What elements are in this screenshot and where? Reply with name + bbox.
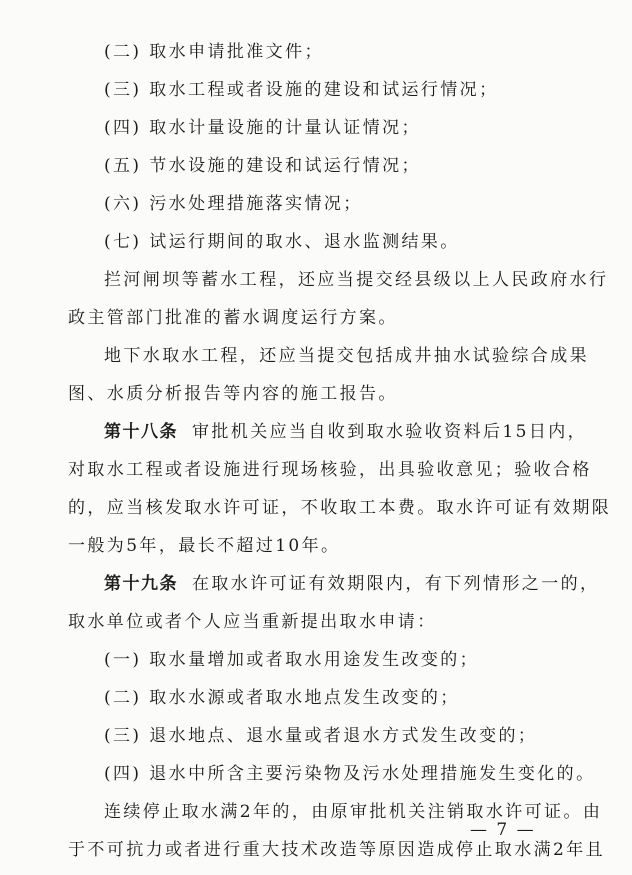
paragraph-line: 取水单位或者个人应当重新提出取水申请： [68,612,437,632]
list-item: (六) 污水处理措施落实情况； [104,194,363,214]
article-18-line: 第十八条 审批机关应当自收到取水验收资料后15日内， [104,422,588,442]
list-item: (三) 退水地点、退水量或者退水方式发生改变的； [104,726,538,746]
article-19-line: 第十九条 在取水许可证有效期限内，有下列情形之一的， [104,574,600,594]
paragraph-line: 政主管部门批准的蓄水调度运行方案。 [68,308,398,328]
list-item: (四) 取水计量设施的计量认证情况； [104,118,421,138]
article-19-label: 第十九条 [104,574,178,594]
paragraph-line: 一般为5年，最长不超过10年。 [68,536,341,556]
paragraph-line: 地下水取水工程，还应当提交包括成井抽水试验综合成果 [104,346,589,366]
list-item: (一) 取水量增加或者取水用途发生改变的； [104,650,480,670]
list-item: (七) 试运行期间的取水、退水监测结果。 [104,232,460,252]
list-item: (二) 取水申请批准文件； [104,42,324,62]
article-18-label: 第十八条 [104,422,178,442]
paragraph-line: 于不可抗力或者进行重大技术改造等原因造成停止取水满2年且 [68,840,606,860]
paragraph-line: 对取水工程或者设施进行现场核验，出具验收意见；验收合格 [68,460,592,480]
list-item: (四) 退水中所含主要污染物及污水处理措施发生变化的。 [104,764,596,784]
page-number: — 7 — [470,820,536,840]
paragraph-line: 连续停止取水满2年的，由原审批机关注销取水许可证。由 [104,802,603,822]
list-item: (五) 节水设施的建设和试运行情况； [104,156,421,176]
paragraph-line: 图、水质分析报告等内容的施工报告。 [68,384,398,404]
list-item: (二) 取水水源或者取水地点发生改变的； [104,688,460,708]
list-item: (三) 取水工程或者设施的建设和试运行情况； [104,80,499,100]
paragraph-line: 拦河闸坝等蓄水工程，还应当提交经县级以上人民政府水行 [104,270,609,290]
paragraph-line: 的，应当核发取水许可证，不收取工本费。取水许可证有效期限 [68,498,612,518]
